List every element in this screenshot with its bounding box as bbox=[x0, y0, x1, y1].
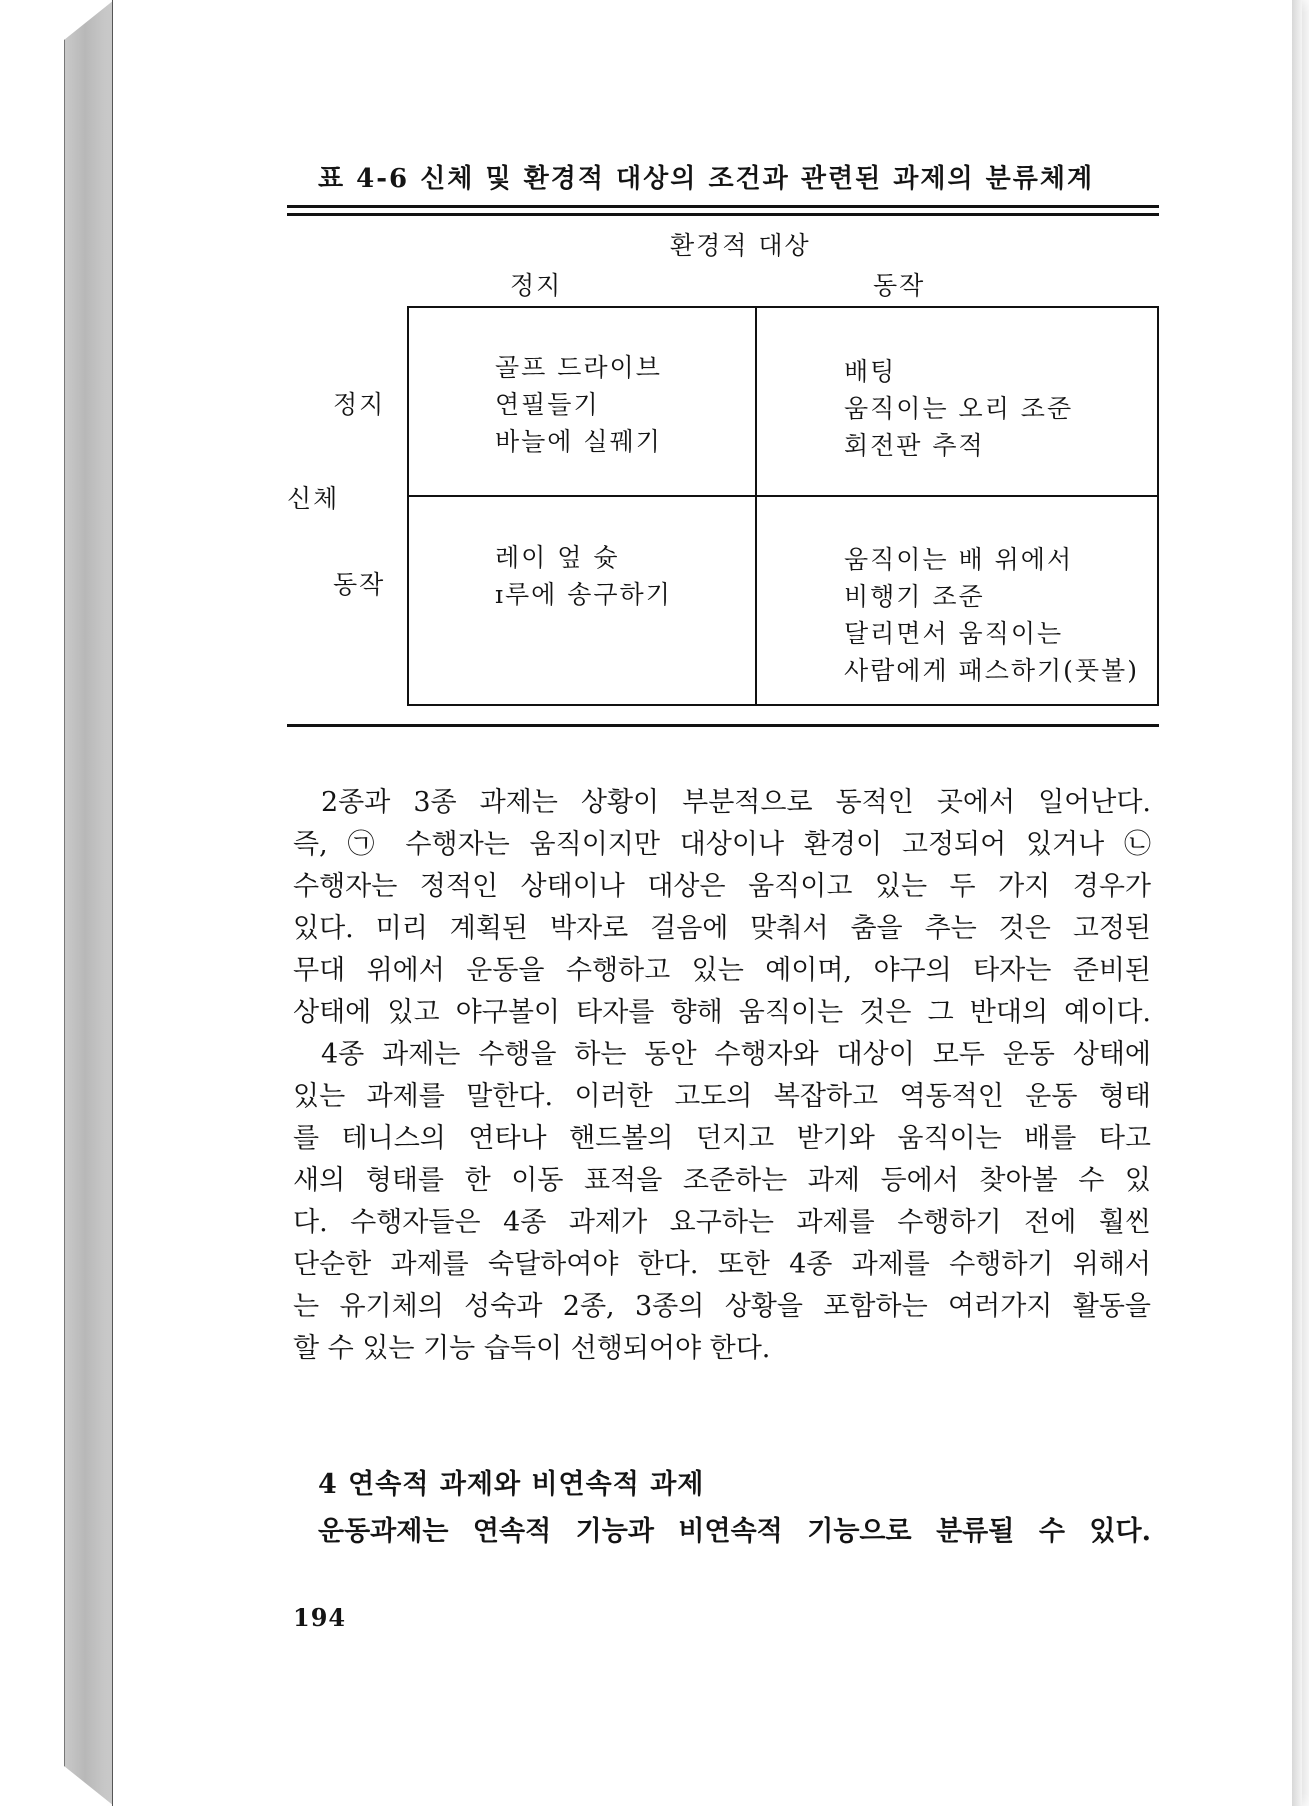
body-text bbox=[293, 782, 1151, 1370]
book-spine bbox=[64, 0, 115, 1806]
cell-item: 달리면서 움직이는 bbox=[844, 619, 1064, 648]
cell-item: 사람에게 패스하기(풋볼) bbox=[844, 656, 1139, 685]
text-line: 할 수 있는 기능 습득이 선행되어야 한다. bbox=[293, 1333, 771, 1364]
cell-item: 회전판 추적 bbox=[844, 431, 985, 460]
text-line: 4종 과제는 수행을 하는 동안 수행자와 대상이 모두 운동 상태에 bbox=[321, 1039, 1151, 1070]
table-caption: 표 4-6 신체 및 환경적 대상의 조건과 관련된 과제의 분류체계 bbox=[318, 164, 1095, 194]
section-heading: 4 연속적 과제와 비연속적 과제 bbox=[318, 1469, 705, 1500]
paragraph-2 bbox=[293, 1034, 1151, 1370]
cell-item: ɪ루에 송구하기 bbox=[495, 580, 672, 609]
row-group-header: 신체 bbox=[287, 484, 340, 513]
column-header-static: 정지 bbox=[510, 271, 563, 300]
column-group-header: 환경적 대상 bbox=[670, 231, 811, 260]
text-line: 는 유기체의 성숙과 2종, 3종의 상황을 포함하는 여러가지 활동을 bbox=[293, 1291, 1151, 1322]
table-vertical-divider bbox=[755, 306, 757, 706]
text-line: 상태에 있고 야구볼이 타자를 향해 움직이는 것은 그 반대의 예이다. bbox=[293, 997, 1151, 1028]
row-header-moving: 동작 bbox=[333, 570, 386, 599]
row-header-static: 정지 bbox=[333, 390, 386, 419]
table-top-rule-second bbox=[287, 213, 1159, 216]
text-line: 다. 수행자들은 4종 과제가 요구하는 과제를 수행하기 전에 훨씬 bbox=[293, 1207, 1151, 1238]
cell-item: 연필들기 bbox=[495, 390, 600, 419]
text-line: 무대 위에서 운동을 수행하고 있는 예이며, 야구의 타자는 준비된 bbox=[293, 955, 1151, 986]
cell-item: 바늘에 실꿰기 bbox=[495, 427, 662, 456]
cell-item: 배팅 bbox=[844, 357, 897, 386]
table-cell-moving-static bbox=[495, 539, 672, 613]
text-line: 있다. 미리 계획된 박자로 걸음에 맞춰서 춤을 추는 것은 고정된 bbox=[293, 913, 1151, 944]
column-header-moving: 동작 bbox=[873, 271, 926, 300]
paragraph-1 bbox=[293, 782, 1151, 1034]
table-horizontal-divider bbox=[407, 495, 1159, 497]
table-cell-static-moving bbox=[844, 353, 1073, 464]
section-first-line: 운동과제는 연속적 기능과 비연속적 기능으로 분류될 수 있다. bbox=[318, 1516, 1151, 1547]
text-line: 를 테니스의 연타나 핸드볼의 던지고 받기와 움직이는 배를 타고 bbox=[293, 1123, 1151, 1154]
text-line: 있는 과제를 말한다. 이러한 고도의 복잡하고 역동적인 운동 형태 bbox=[293, 1081, 1151, 1112]
cell-item: 골프 드라이브 bbox=[495, 353, 662, 382]
cell-item: 움직이는 배 위에서 bbox=[844, 545, 1074, 574]
text-line: 단순한 과제를 숙달하여야 한다. 또한 4종 과제를 수행하기 위해서 bbox=[293, 1249, 1151, 1280]
text-line: 2종과 3종 과제는 상황이 부분적으로 동적인 곳에서 일어난다. bbox=[321, 787, 1151, 818]
table-cell-moving-moving bbox=[844, 541, 1139, 689]
table-bottom-rule bbox=[287, 724, 1159, 727]
page-right-edge bbox=[1292, 0, 1302, 1806]
text-line: 새의 형태를 한 이동 표적을 조준하는 과제 등에서 찾아볼 수 있 bbox=[293, 1165, 1151, 1196]
cell-item: 움직이는 오리 조준 bbox=[844, 394, 1074, 423]
cell-item: 비행기 조준 bbox=[844, 582, 985, 611]
page-number: 194 bbox=[293, 1603, 347, 1632]
table-cell-static-static bbox=[495, 349, 662, 460]
cell-item: 레이 엎 슛 bbox=[495, 543, 620, 572]
table-top-rule bbox=[287, 205, 1159, 208]
text-line: 즉, ㉠ 수행자는 움직이지만 대상이나 환경이 고정되어 있거나 ㉡ bbox=[293, 829, 1151, 860]
text-line: 수행자는 정적인 상태이나 대상은 움직이고 있는 두 가지 경우가 bbox=[293, 871, 1151, 902]
